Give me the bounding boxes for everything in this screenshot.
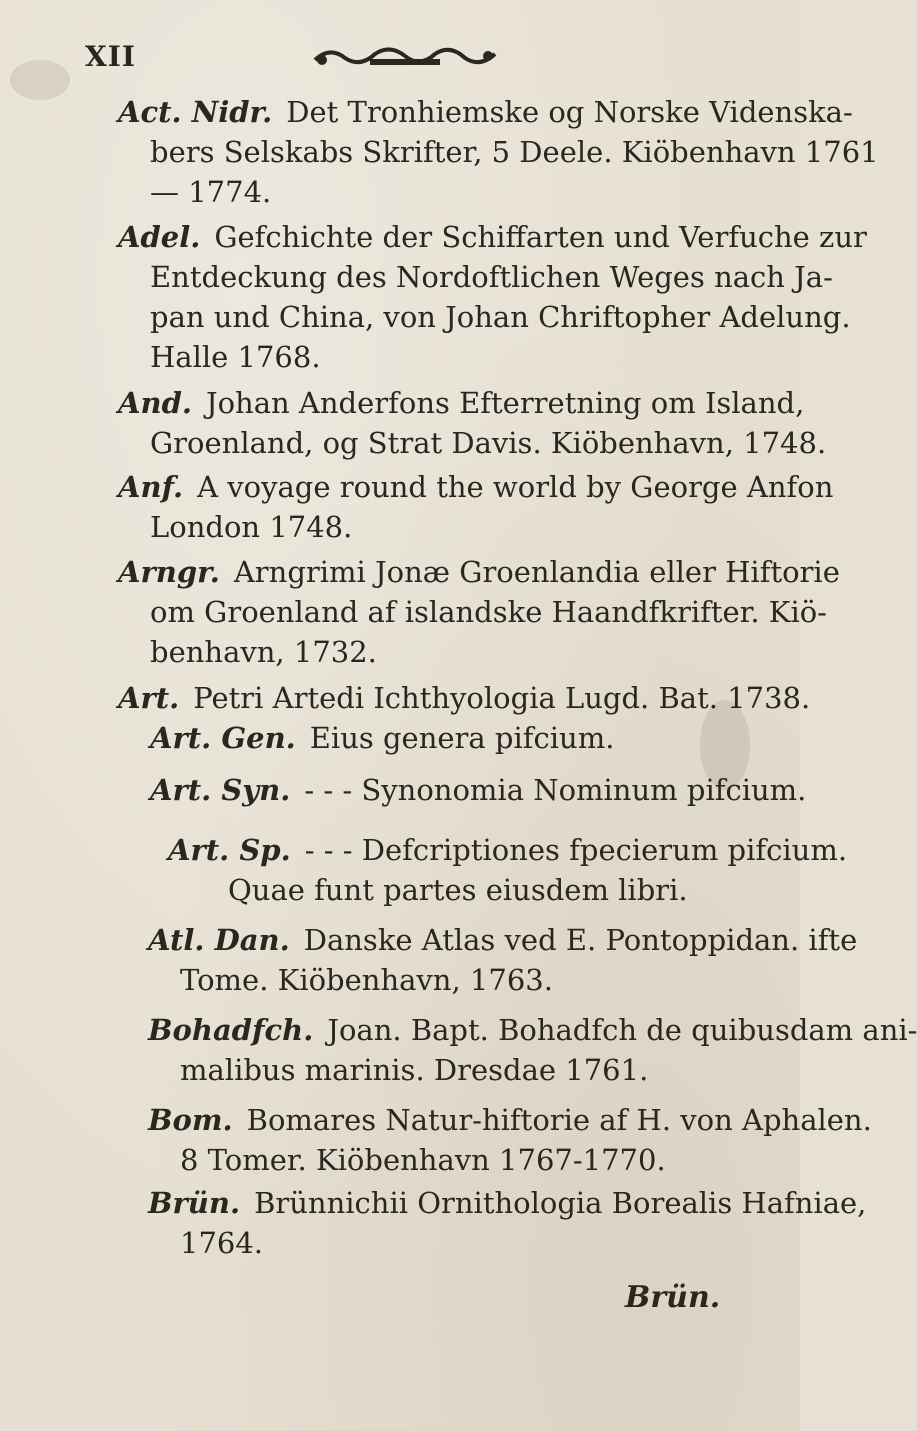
entry-line: - - - Synonomia Nominum pifcium. — [304, 773, 807, 807]
entry-line: Arngrimi Jonæ Groenlandia eller Hiftorie — [233, 555, 840, 589]
bibliography-entry — [118, 92, 879, 212]
entry-abbreviation: Art. Syn. — [150, 773, 291, 807]
bibliography-entry — [118, 217, 867, 377]
entry-line: 1764. — [180, 1226, 264, 1260]
entry-line: Groenland, og Strat Davis. Kiöbenhavn, 1748. — [150, 426, 827, 460]
entry-line: Halle 1768. — [150, 340, 321, 374]
entry-abbreviation: Bom. — [148, 1103, 233, 1137]
bibliography-entry — [150, 770, 806, 810]
entry-line: Entdeckung des Nordoftlichen Weges nach Ja- — [150, 260, 833, 294]
entry-line: Danske Atlas ved E. Pontoppidan. ifte — [303, 923, 858, 957]
catchword: Brün. — [625, 1280, 721, 1315]
entry-line: Bomares Natur-hiftorie af H. von Aphalen. — [246, 1103, 872, 1137]
paper-stain — [10, 60, 70, 100]
entry-line: Tome. Kiöbenhavn, 1763. — [180, 963, 553, 997]
bibliography-entry — [148, 1010, 917, 1090]
entry-line: A voyage round the world by George Anfon — [197, 470, 834, 504]
entry-abbreviation: Art. — [118, 681, 180, 715]
bibliography-entry — [148, 920, 857, 1000]
bibliography-entry — [168, 830, 847, 910]
bibliography-entry — [148, 1100, 872, 1180]
entry-line: malibus marinis. Dresdae 1761. — [180, 1053, 649, 1087]
entry-line: Det Tronhiemske og Norske Videnska- — [286, 95, 853, 129]
bibliography-entry — [118, 678, 810, 718]
entry-line: Brünnichii Ornithologia Borealis Hafniae, — [254, 1186, 867, 1220]
entry-line: Joan. Bapt. Bohadfch de quibusdam ani- — [327, 1013, 917, 1047]
entry-line: - - - Defcriptiones fpecierum pifcium. — [304, 833, 848, 867]
entry-line: Gefchichte der Schiffarten und Verfuche zur — [214, 220, 867, 254]
entry-abbreviation: Bohadfch. — [148, 1013, 314, 1047]
printers-ornament-icon — [310, 40, 500, 78]
page-header — [85, 18, 685, 78]
entry-line: Johan Anderfons Efterretning om Island, — [205, 386, 805, 420]
entry-abbreviation: Atl. Dan. — [148, 923, 290, 957]
entry-line: — 1774. — [150, 175, 272, 209]
entry-abbreviation: Anf. — [118, 470, 184, 504]
entry-line: bers Selskabs Skrifter, 5 Deele. Kiöbenhavn 1761 — [150, 135, 879, 169]
entry-abbreviation: Arngr. — [118, 555, 220, 589]
bibliography-entry — [148, 1183, 866, 1263]
bibliography-entry — [118, 552, 840, 672]
bibliography-entry — [118, 383, 826, 463]
entry-line: benhavn, 1732. — [150, 635, 377, 669]
entry-abbreviation: Art. Sp. — [168, 833, 291, 867]
entry-line: London 1748. — [150, 510, 353, 544]
entry-abbreviation: And. — [118, 386, 192, 420]
entry-line: Petri Artedi Ichthyologia Lugd. Bat. 1738. — [193, 681, 811, 715]
entry-line: Quae funt partes eiusdem libri. — [228, 873, 688, 907]
entry-abbreviation: Brün. — [148, 1186, 241, 1220]
bibliography-entry — [150, 718, 614, 758]
entry-line: om Groenland af islandske Haandfkrifter. Kiö- — [150, 595, 827, 629]
bibliography-entry — [118, 467, 833, 547]
page-number: XII — [85, 40, 136, 73]
entry-abbreviation: Act. Nidr. — [118, 95, 273, 129]
entry-abbreviation: Adel. — [118, 220, 201, 254]
entry-line: 8 Tomer. Kiöbenhavn 1767-1770. — [180, 1143, 666, 1177]
entry-line: pan und China, von Johan Chriftopher Adelung. — [150, 300, 851, 334]
entry-abbreviation: Art. Gen. — [150, 721, 296, 755]
entry-line: Eius genera pifcium. — [309, 721, 615, 755]
